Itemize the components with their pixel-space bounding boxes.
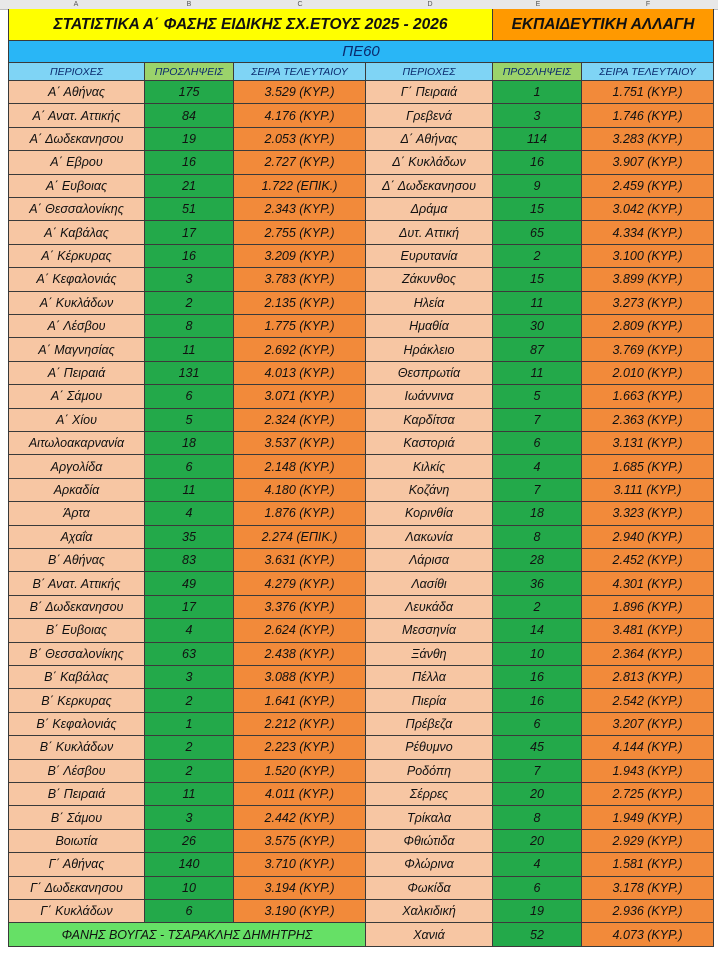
last-order-cell[interactable]: 2.813 (ΚΥΡ.): [582, 666, 714, 689]
region-name-cell[interactable]: Τρίκαλα: [366, 806, 493, 829]
last-order-cell[interactable]: 3.537 (ΚΥΡ.): [234, 432, 366, 455]
last-order-cell[interactable]: 4.073 (ΚΥΡ.): [582, 923, 714, 947]
table-row: [8, 502, 714, 525]
last-order-cell[interactable]: 3.783 (ΚΥΡ.): [234, 268, 366, 291]
hires-cell[interactable]: 10: [493, 643, 582, 666]
last-order-cell[interactable]: 2.010 (ΚΥΡ.): [582, 362, 714, 385]
table-row: [8, 409, 714, 432]
table-row: [8, 385, 714, 408]
region-name-cell[interactable]: Αργολίδα: [8, 455, 145, 478]
hires-cell[interactable]: 6: [145, 455, 234, 478]
hires-cell[interactable]: 8: [493, 526, 582, 549]
last-order-cell[interactable]: 1.746 (ΚΥΡ.): [582, 104, 714, 127]
hires-cell[interactable]: 5: [145, 409, 234, 432]
hires-cell[interactable]: 2: [493, 596, 582, 619]
table-row: [8, 713, 714, 736]
region-name-cell[interactable]: Α΄ Θεσσαλονίκης: [8, 198, 145, 221]
last-order-cell[interactable]: 4.013 (ΚΥΡ.): [234, 362, 366, 385]
hires-cell[interactable]: 17: [145, 221, 234, 244]
table-row: [8, 455, 714, 478]
hires-cell[interactable]: 140: [145, 853, 234, 876]
last-order-cell[interactable]: 3.178 (ΚΥΡ.): [582, 877, 714, 900]
region-name-cell[interactable]: Β΄ Σάμου: [8, 806, 145, 829]
hires-cell[interactable]: 4: [493, 455, 582, 478]
credit-cell[interactable]: ΦΑΝΗΣ ΒΟΥΓΑΣ - ΤΣΑΡΑΚΛΗΣ ΔΗΜΗΤΡΗΣ: [8, 923, 366, 947]
hires-cell[interactable]: 3: [145, 666, 234, 689]
table-row: [8, 736, 714, 759]
hires-cell[interactable]: 2: [145, 736, 234, 759]
region-name-cell[interactable]: Πρέβεζα: [366, 713, 493, 736]
last-order-cell[interactable]: 3.042 (ΚΥΡ.): [582, 198, 714, 221]
hires-cell[interactable]: 11: [493, 362, 582, 385]
region-name-cell[interactable]: Βοιωτία: [8, 830, 145, 853]
last-order-cell[interactable]: 2.624 (ΚΥΡ.): [234, 619, 366, 642]
last-order-cell[interactable]: 3.273 (ΚΥΡ.): [582, 292, 714, 315]
last-order-cell[interactable]: 4.144 (ΚΥΡ.): [582, 736, 714, 759]
hires-cell[interactable]: 45: [493, 736, 582, 759]
table-row: [8, 315, 714, 338]
last-order-cell[interactable]: 3.376 (ΚΥΡ.): [234, 596, 366, 619]
last-order-cell[interactable]: 2.692 (ΚΥΡ.): [234, 338, 366, 361]
table-row: [8, 877, 714, 900]
region-name-cell[interactable]: Κορινθία: [366, 502, 493, 525]
last-order-cell[interactable]: 2.929 (ΚΥΡ.): [582, 830, 714, 853]
last-order-cell[interactable]: 2.274 (ΕΠΙΚ.): [234, 526, 366, 549]
region-name-cell[interactable]: Ρέθυμνο: [366, 736, 493, 759]
hires-cell[interactable]: 63: [145, 643, 234, 666]
region-name-cell[interactable]: Γ΄ Δωδεκανησου: [8, 877, 145, 900]
hires-cell[interactable]: 7: [493, 479, 582, 502]
hires-cell[interactable]: 5: [493, 385, 582, 408]
last-order-cell[interactable]: 3.100 (ΚΥΡ.): [582, 245, 714, 268]
last-order-cell[interactable]: 2.459 (ΚΥΡ.): [582, 175, 714, 198]
last-order-cell[interactable]: 3.207 (ΚΥΡ.): [582, 713, 714, 736]
region-name-cell[interactable]: Μεσσηνία: [366, 619, 493, 642]
last-order-cell[interactable]: 3.631 (ΚΥΡ.): [234, 549, 366, 572]
last-order-cell[interactable]: 4.176 (ΚΥΡ.): [234, 104, 366, 127]
region-name-cell[interactable]: Α΄ Ευβοιας: [8, 175, 145, 198]
hires-cell[interactable]: 4: [145, 619, 234, 642]
hires-cell[interactable]: 35: [145, 526, 234, 549]
specialty-row: [8, 41, 714, 63]
last-order-cell[interactable]: 3.769 (ΚΥΡ.): [582, 338, 714, 361]
region-name-cell[interactable]: Καρδίτσα: [366, 409, 493, 432]
column-letter-d[interactable]: D: [427, 1, 433, 8]
hires-cell[interactable]: 4: [145, 502, 234, 525]
region-name-cell[interactable]: Β΄ Καβάλας: [8, 666, 145, 689]
region-name-cell[interactable]: Α΄ Κεφαλονιάς: [8, 268, 145, 291]
table-row: [8, 432, 714, 455]
region-name-cell[interactable]: Β΄ Πειραιά: [8, 783, 145, 806]
hires-cell[interactable]: 16: [493, 689, 582, 712]
region-name-cell[interactable]: Πιερία: [366, 689, 493, 712]
region-name-cell[interactable]: Χανιά: [366, 923, 493, 947]
hires-cell[interactable]: 30: [493, 315, 582, 338]
hires-cell[interactable]: 11: [145, 783, 234, 806]
hires-cell[interactable]: 52: [493, 923, 582, 947]
last-order-cell[interactable]: 2.936 (ΚΥΡ.): [582, 900, 714, 923]
region-name-cell[interactable]: Ζάκυνθος: [366, 268, 493, 291]
hires-cell[interactable]: 175: [145, 81, 234, 104]
table-row: [8, 572, 714, 595]
last-order-cell[interactable]: 2.148 (ΚΥΡ.): [234, 455, 366, 478]
table-row: [8, 175, 714, 198]
table-row: [8, 104, 714, 127]
hires-cell[interactable]: 6: [493, 432, 582, 455]
hires-cell[interactable]: 15: [493, 198, 582, 221]
hires-cell[interactable]: 18: [145, 432, 234, 455]
last-order-cell[interactable]: 4.334 (ΚΥΡ.): [582, 221, 714, 244]
region-name-cell[interactable]: Ημαθία: [366, 315, 493, 338]
table-row: [8, 128, 714, 151]
hires-cell[interactable]: 87: [493, 338, 582, 361]
region-name-cell[interactable]: Δράμα: [366, 198, 493, 221]
hires-cell[interactable]: 28: [493, 549, 582, 572]
region-name-cell[interactable]: Α΄ Αθήνας: [8, 81, 145, 104]
header-regions-right[interactable]: ΠΕΡΙΟΧΕΣ: [366, 63, 493, 81]
last-order-cell[interactable]: 3.899 (ΚΥΡ.): [582, 268, 714, 291]
last-order-cell[interactable]: 3.283 (ΚΥΡ.): [582, 128, 714, 151]
hires-cell[interactable]: 2: [493, 245, 582, 268]
table-row: [8, 830, 714, 853]
table-row: [8, 292, 714, 315]
hires-cell[interactable]: 7: [493, 760, 582, 783]
hires-cell[interactable]: 3: [145, 268, 234, 291]
region-name-cell[interactable]: Β΄ Κυκλάδων: [8, 736, 145, 759]
hires-cell[interactable]: 19: [493, 900, 582, 923]
region-name-cell[interactable]: Ξάνθη: [366, 643, 493, 666]
last-order-cell[interactable]: 1.641 (ΚΥΡ.): [234, 689, 366, 712]
region-name-cell[interactable]: Β΄ Θεσσαλονίκης: [8, 643, 145, 666]
region-name-cell[interactable]: Α΄ Χίου: [8, 409, 145, 432]
region-name-cell[interactable]: Β΄ Ανατ. Αττικής: [8, 572, 145, 595]
last-order-cell[interactable]: 3.194 (ΚΥΡ.): [234, 877, 366, 900]
hires-cell[interactable]: 2: [145, 760, 234, 783]
hires-cell[interactable]: 8: [493, 806, 582, 829]
region-name-cell[interactable]: Φωκίδα: [366, 877, 493, 900]
hires-cell[interactable]: 114: [493, 128, 582, 151]
hires-cell[interactable]: 36: [493, 572, 582, 595]
table-row: [8, 221, 714, 244]
hires-cell[interactable]: 84: [145, 104, 234, 127]
region-name-cell[interactable]: Θεσπρωτία: [366, 362, 493, 385]
last-order-cell[interactable]: 2.755 (ΚΥΡ.): [234, 221, 366, 244]
last-order-cell[interactable]: 1.520 (ΚΥΡ.): [234, 760, 366, 783]
region-name-cell[interactable]: Ηράκλειο: [366, 338, 493, 361]
region-name-cell[interactable]: Αχαΐα: [8, 526, 145, 549]
hires-cell[interactable]: 6: [145, 900, 234, 923]
table-row: [8, 760, 714, 783]
last-order-cell[interactable]: 1.685 (ΚΥΡ.): [582, 455, 714, 478]
hires-cell[interactable]: 3: [493, 104, 582, 127]
last-order-cell[interactable]: 1.876 (ΚΥΡ.): [234, 502, 366, 525]
column-letter-a[interactable]: A: [73, 1, 79, 8]
last-order-cell[interactable]: 4.180 (ΚΥΡ.): [234, 479, 366, 502]
hires-cell[interactable]: 15: [493, 268, 582, 291]
hires-cell[interactable]: 16: [493, 151, 582, 174]
last-order-cell[interactable]: 2.324 (ΚΥΡ.): [234, 409, 366, 432]
last-order-cell[interactable]: 2.725 (ΚΥΡ.): [582, 783, 714, 806]
region-name-cell[interactable]: Αρκαδία: [8, 479, 145, 502]
last-order-cell[interactable]: 2.809 (ΚΥΡ.): [582, 315, 714, 338]
table-row: [8, 338, 714, 361]
last-order-cell[interactable]: 2.135 (ΚΥΡ.): [234, 292, 366, 315]
hires-cell[interactable]: 17: [145, 596, 234, 619]
table-row: [8, 619, 714, 642]
last-order-cell[interactable]: 2.223 (ΚΥΡ.): [234, 736, 366, 759]
region-name-cell[interactable]: Ιωάννινα: [366, 385, 493, 408]
hires-cell[interactable]: 11: [145, 479, 234, 502]
specialty-label[interactable]: ΠΕ60: [8, 41, 714, 63]
region-name-cell[interactable]: Α΄ Κέρκυρας: [8, 245, 145, 268]
hires-cell[interactable]: 20: [493, 830, 582, 853]
last-order-cell[interactable]: 2.212 (ΚΥΡ.): [234, 713, 366, 736]
region-name-cell[interactable]: Α΄ Κυκλάδων: [8, 292, 145, 315]
region-name-cell[interactable]: Λευκάδα: [366, 596, 493, 619]
title-row: [8, 9, 714, 41]
hires-cell[interactable]: 11: [145, 338, 234, 361]
hires-cell[interactable]: 6: [493, 713, 582, 736]
table-row: [8, 596, 714, 619]
hires-cell[interactable]: 1: [145, 713, 234, 736]
header-row: [8, 63, 714, 81]
table-row: [8, 900, 714, 923]
last-order-cell[interactable]: 1.775 (ΚΥΡ.): [234, 315, 366, 338]
region-name-cell[interactable]: Α΄ Ανατ. Αττικής: [8, 104, 145, 127]
region-name-cell[interactable]: Δ΄ Κυκλάδων: [366, 151, 493, 174]
region-name-cell[interactable]: Κοζάνη: [366, 479, 493, 502]
region-name-cell[interactable]: Δ΄ Αθήνας: [366, 128, 493, 151]
hires-cell[interactable]: 1: [493, 81, 582, 104]
region-name-cell[interactable]: Λασίθι: [366, 572, 493, 595]
hires-cell[interactable]: 51: [145, 198, 234, 221]
region-name-cell[interactable]: Α΄ Σάμου: [8, 385, 145, 408]
last-order-cell[interactable]: 2.442 (ΚΥΡ.): [234, 806, 366, 829]
region-name-cell[interactable]: Αιτωλοακαρνανία: [8, 432, 145, 455]
region-name-cell[interactable]: Β΄ Κερκυρας: [8, 689, 145, 712]
table-row: [8, 666, 714, 689]
hires-cell[interactable]: 18: [493, 502, 582, 525]
last-order-cell[interactable]: 1.581 (ΚΥΡ.): [582, 853, 714, 876]
region-name-cell[interactable]: Πέλλα: [366, 666, 493, 689]
table-row: [8, 151, 714, 174]
last-order-cell[interactable]: 4.279 (ΚΥΡ.): [234, 572, 366, 595]
hires-cell[interactable]: 7: [493, 409, 582, 432]
header-order-left[interactable]: ΣΕΙΡΑ ΤΕΛΕΥΤΑΙΟΥ: [234, 63, 366, 81]
table-row: [8, 268, 714, 291]
region-name-cell[interactable]: Α΄ Λέσβου: [8, 315, 145, 338]
last-order-cell[interactable]: 3.111 (ΚΥΡ.): [582, 479, 714, 502]
region-name-cell[interactable]: Γ΄ Κυκλάδων: [8, 900, 145, 923]
column-letter-e[interactable]: E: [535, 1, 541, 8]
region-name-cell[interactable]: Α΄ Εβρου: [8, 151, 145, 174]
last-order-cell[interactable]: 2.343 (ΚΥΡ.): [234, 198, 366, 221]
region-name-cell[interactable]: Δ΄ Δωδεκανησου: [366, 175, 493, 198]
last-order-cell[interactable]: 2.452 (ΚΥΡ.): [582, 549, 714, 572]
hires-cell[interactable]: 19: [145, 128, 234, 151]
region-name-cell[interactable]: Λάρισα: [366, 549, 493, 572]
region-name-cell[interactable]: Φλώρινα: [366, 853, 493, 876]
last-order-cell[interactable]: 3.907 (ΚΥΡ.): [582, 151, 714, 174]
hires-cell[interactable]: 16: [493, 666, 582, 689]
header-hires-right[interactable]: ΠΡΟΣΛΗΨΕΙΣ: [493, 63, 582, 81]
region-name-cell[interactable]: Γ΄ Αθήνας: [8, 853, 145, 876]
last-order-cell[interactable]: 3.190 (ΚΥΡ.): [234, 900, 366, 923]
hires-cell[interactable]: 6: [493, 877, 582, 900]
hires-cell[interactable]: 26: [145, 830, 234, 853]
last-order-cell[interactable]: 2.363 (ΚΥΡ.): [582, 409, 714, 432]
region-name-cell[interactable]: Β΄ Αθήνας: [8, 549, 145, 572]
hires-cell[interactable]: 11: [493, 292, 582, 315]
footer-row: [8, 923, 714, 947]
last-order-cell[interactable]: 3.710 (ΚΥΡ.): [234, 853, 366, 876]
hires-cell[interactable]: 3: [145, 806, 234, 829]
region-name-cell[interactable]: Άρτα: [8, 502, 145, 525]
hires-cell[interactable]: 8: [145, 315, 234, 338]
region-name-cell[interactable]: Β΄ Κεφαλονιάς: [8, 713, 145, 736]
region-name-cell[interactable]: Ευρυτανία: [366, 245, 493, 268]
table-row: [8, 198, 714, 221]
sheet-title-right[interactable]: ΕΚΠΑΙΔΕΥΤΙΚΗ ΑΛΛΑΓΗ: [493, 9, 714, 41]
region-name-cell[interactable]: Α΄ Πειραιά: [8, 362, 145, 385]
hires-cell[interactable]: 2: [145, 689, 234, 712]
hires-cell[interactable]: 49: [145, 572, 234, 595]
last-order-cell[interactable]: 2.438 (ΚΥΡ.): [234, 643, 366, 666]
last-order-cell[interactable]: 3.323 (ΚΥΡ.): [582, 502, 714, 525]
last-order-cell[interactable]: 3.088 (ΚΥΡ.): [234, 666, 366, 689]
region-name-cell[interactable]: Γ΄ Πειραιά: [366, 81, 493, 104]
table-row: [8, 81, 714, 104]
hires-cell[interactable]: 20: [493, 783, 582, 806]
table-row: [8, 362, 714, 385]
header-hires-left[interactable]: ΠΡΟΣΛΗΨΕΙΣ: [145, 63, 234, 81]
header-order-right[interactable]: ΣΕΙΡΑ ΤΕΛΕΥΤΑΙΟΥ: [582, 63, 714, 81]
last-order-cell[interactable]: 1.751 (ΚΥΡ.): [582, 81, 714, 104]
region-name-cell[interactable]: Β΄ Λέσβου: [8, 760, 145, 783]
last-order-cell[interactable]: 3.481 (ΚΥΡ.): [582, 619, 714, 642]
region-name-cell[interactable]: Ηλεία: [366, 292, 493, 315]
hires-cell[interactable]: 6: [145, 385, 234, 408]
column-letter-c[interactable]: C: [297, 1, 303, 8]
hires-cell[interactable]: 83: [145, 549, 234, 572]
last-order-cell[interactable]: 1.943 (ΚΥΡ.): [582, 760, 714, 783]
hires-cell[interactable]: 10: [145, 877, 234, 900]
table-row: [8, 549, 714, 572]
region-name-cell[interactable]: Κιλκίς: [366, 455, 493, 478]
table-row: [8, 689, 714, 712]
last-order-cell[interactable]: 2.364 (ΚΥΡ.): [582, 643, 714, 666]
region-name-cell[interactable]: Φθιώτιδα: [366, 830, 493, 853]
last-order-cell[interactable]: 4.011 (ΚΥΡ.): [234, 783, 366, 806]
hires-cell[interactable]: 9: [493, 175, 582, 198]
region-name-cell[interactable]: Λακωνία: [366, 526, 493, 549]
hires-cell[interactable]: 14: [493, 619, 582, 642]
header-regions-left[interactable]: ΠΕΡΙΟΧΕΣ: [8, 63, 145, 81]
hires-cell[interactable]: 16: [145, 245, 234, 268]
column-letter-f[interactable]: F: [645, 1, 651, 8]
region-name-cell[interactable]: Ροδόπη: [366, 760, 493, 783]
sheet-title[interactable]: ΣΤΑΤΙΣΤΙΚΑ Α΄ ΦΑΣΗΣ ΕΙΔΙΚΗΣ ΣΧ.ΕΤΟΥΣ 2025 - 2026: [8, 9, 493, 41]
last-order-cell[interactable]: 3.529 (ΚΥΡ.): [234, 81, 366, 104]
hires-cell[interactable]: 65: [493, 221, 582, 244]
hires-cell[interactable]: 21: [145, 175, 234, 198]
table-row: [8, 643, 714, 666]
last-order-cell[interactable]: 3.209 (ΚΥΡ.): [234, 245, 366, 268]
last-order-cell[interactable]: 1.896 (ΚΥΡ.): [582, 596, 714, 619]
region-name-cell[interactable]: Δυτ. Αττική: [366, 221, 493, 244]
last-order-cell[interactable]: 2.940 (ΚΥΡ.): [582, 526, 714, 549]
region-name-cell[interactable]: Α΄ Δωδεκανησου: [8, 128, 145, 151]
region-name-cell[interactable]: Χαλκιδική: [366, 900, 493, 923]
last-order-cell[interactable]: 2.727 (ΚΥΡ.): [234, 151, 366, 174]
last-order-cell[interactable]: 1.663 (ΚΥΡ.): [582, 385, 714, 408]
hires-cell[interactable]: 4: [493, 853, 582, 876]
region-name-cell[interactable]: Καστοριά: [366, 432, 493, 455]
last-order-cell[interactable]: 2.053 (ΚΥΡ.): [234, 128, 366, 151]
last-order-cell[interactable]: 1.722 (ΕΠΙΚ.): [234, 175, 366, 198]
table-row: [8, 526, 714, 549]
hires-cell[interactable]: 131: [145, 362, 234, 385]
table-row: [8, 853, 714, 876]
hires-cell[interactable]: 16: [145, 151, 234, 174]
region-name-cell[interactable]: Σέρρες: [366, 783, 493, 806]
last-order-cell[interactable]: 1.949 (ΚΥΡ.): [582, 806, 714, 829]
last-order-cell[interactable]: 3.131 (ΚΥΡ.): [582, 432, 714, 455]
region-name-cell[interactable]: Γρεβενά: [366, 104, 493, 127]
last-order-cell[interactable]: 4.301 (ΚΥΡ.): [582, 572, 714, 595]
region-name-cell[interactable]: Β΄ Δωδεκανησου: [8, 596, 145, 619]
region-name-cell[interactable]: Β΄ Ευβοιας: [8, 619, 145, 642]
last-order-cell[interactable]: 2.542 (ΚΥΡ.): [582, 689, 714, 712]
region-name-cell[interactable]: Α΄ Καβάλας: [8, 221, 145, 244]
last-order-cell[interactable]: 3.071 (ΚΥΡ.): [234, 385, 366, 408]
last-order-cell[interactable]: 3.575 (ΚΥΡ.): [234, 830, 366, 853]
table-row: [8, 245, 714, 268]
table-row: [8, 783, 714, 806]
table-row: [8, 479, 714, 502]
region-name-cell[interactable]: Α΄ Μαγνησίας: [8, 338, 145, 361]
table-row: [8, 806, 714, 829]
column-letter-b[interactable]: B: [186, 1, 192, 8]
hires-cell[interactable]: 2: [145, 292, 234, 315]
